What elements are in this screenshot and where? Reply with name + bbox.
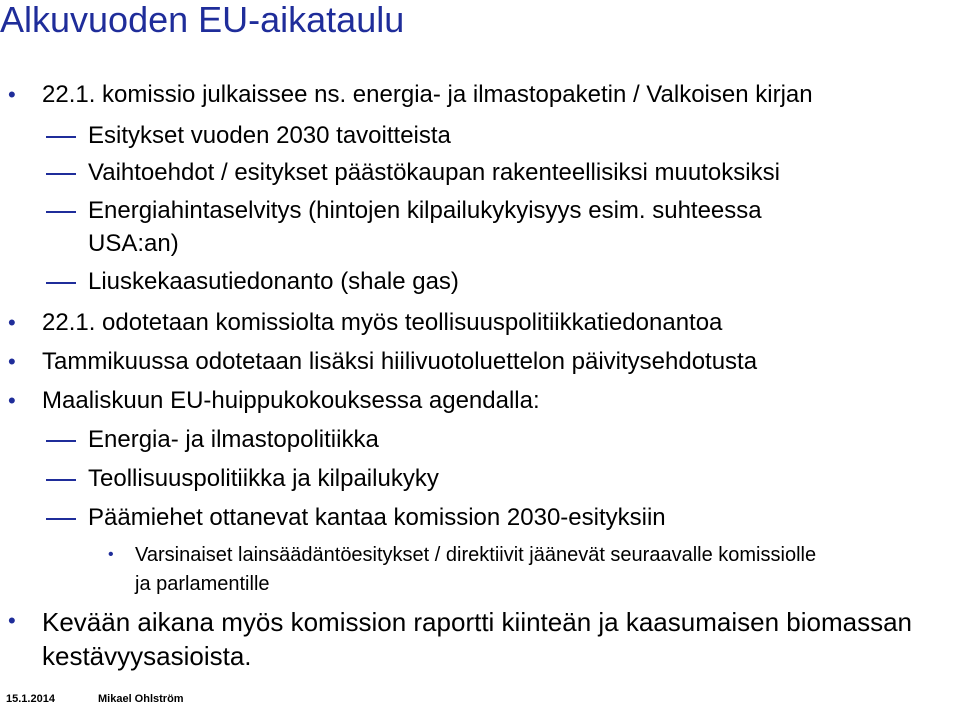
- bullet-icon: •: [8, 388, 16, 413]
- sub-bullet-item: Liuskekaasutiedonanto (shale gas): [88, 268, 459, 295]
- bullet-item: 22.1. odotetaan komissiolta myös teollisuuspolitiikkatiedonantoa: [42, 309, 723, 336]
- dash-icon: [46, 440, 76, 442]
- sub-bullet-item: Esitykset vuoden 2030 tavoitteista: [88, 122, 451, 149]
- dash-icon: [46, 282, 76, 284]
- bullet-icon: •: [8, 310, 16, 335]
- sub-bullet-item: Energia- ja ilmastopolitiikka: [88, 426, 379, 453]
- bullet-icon: •: [8, 608, 16, 633]
- slide-title: Alkuvuoden EU-aikataulu: [0, 0, 405, 40]
- dash-icon: [46, 518, 76, 520]
- sub-bullet-item: Energiahintaselvitys (hintojen kilpailukykyisyys esim. suhteessa: [88, 197, 762, 224]
- bullet-item: Tammikuussa odotetaan lisäksi hiilivuotoluettelon päivitysehdotusta: [42, 348, 758, 375]
- footer-author: Mikael Ohlström: [98, 693, 184, 705]
- bullet-item: Maaliskuun EU-huippukokouksessa agendalla:: [42, 387, 540, 414]
- sub-bullet-item: Vaihtoehdot / esitykset päästökaupan rakenteellisiksi muutoksiksi: [88, 159, 780, 186]
- dash-icon: [46, 173, 76, 175]
- bullet-icon: •: [8, 82, 16, 107]
- sub-sub-bullet-item-continued: ja parlamentille: [135, 573, 270, 595]
- bullet-icon: •: [108, 546, 114, 563]
- sub-bullet-item: Teollisuuspolitiikka ja kilpailukyky: [88, 465, 439, 492]
- sub-bullet-item-continued: USA:an): [88, 230, 179, 257]
- bullet-item: 22.1. komissio julkaissee ns. energia- ja ilmastopaketin / Valkoisen kirjan: [42, 81, 813, 108]
- footer-date: 15.1.2014: [6, 693, 55, 705]
- bullet-item: Kevään aikana myös komission raportti kiinteän ja kaasumaisen biomassan: [42, 607, 912, 637]
- bullet-icon: •: [8, 349, 16, 374]
- sub-sub-bullet-item: Varsinaiset lainsäädäntöesitykset / direktiivit jäänevät seuraavalle komissiolle: [135, 544, 817, 566]
- dash-icon: [46, 136, 76, 138]
- dash-icon: [46, 211, 76, 213]
- sub-bullet-item: Päämiehet ottanevat kantaa komission 2030-esityksiin: [88, 504, 666, 531]
- bullet-item-continued: kestävyysasioista.: [42, 641, 252, 671]
- dash-icon: [46, 479, 76, 481]
